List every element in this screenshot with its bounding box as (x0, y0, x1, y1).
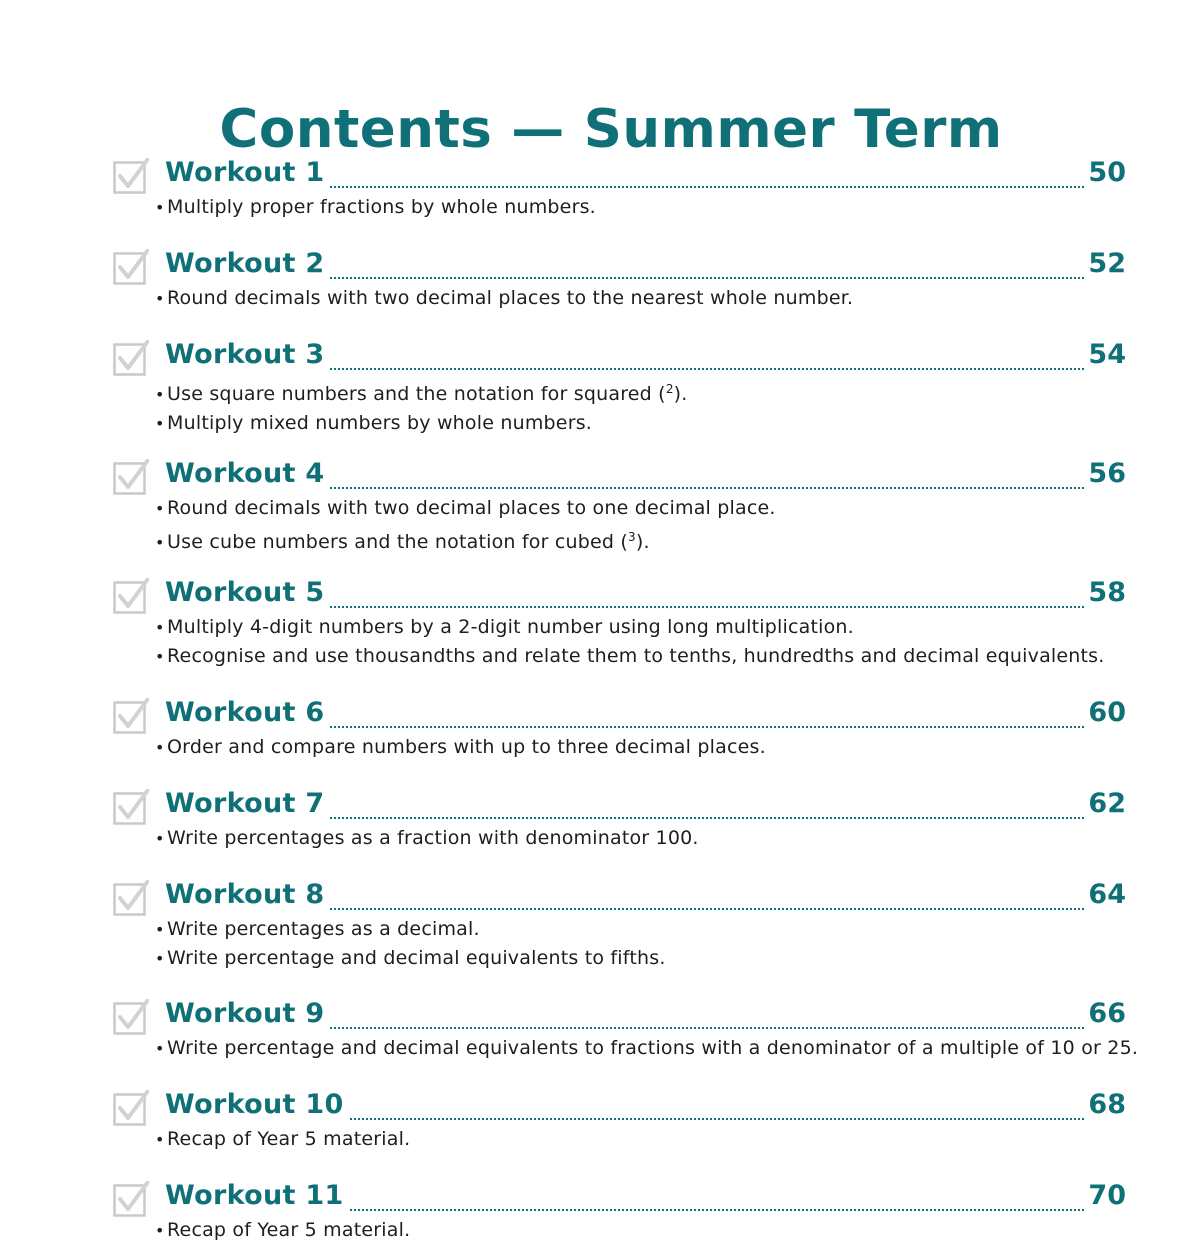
workout-title: Workout 5 (165, 577, 325, 608)
checkbox-tick-icon[interactable] (113, 158, 147, 192)
page-number: 58 (1088, 577, 1126, 608)
dot-leader (330, 904, 1084, 910)
checkbox-tick-icon[interactable] (113, 578, 147, 612)
checkbox-tick-icon[interactable] (113, 999, 147, 1033)
checkbox-tick-icon[interactable] (113, 1090, 147, 1124)
objective-item (155, 193, 596, 222)
checkbox-tick-icon[interactable] (113, 340, 147, 374)
dot-leader (350, 1205, 1085, 1211)
objective-item (155, 613, 1105, 642)
objective-text: ). (635, 531, 650, 553)
bullet: • (155, 289, 165, 308)
dot-leader (330, 602, 1084, 608)
page-number: 60 (1088, 697, 1126, 728)
workout-title: Workout 6 (165, 697, 325, 728)
workout-title: Workout 9 (165, 998, 325, 1029)
page-number: 50 (1088, 157, 1126, 188)
objective-list (155, 824, 699, 853)
objective-list (155, 193, 596, 222)
page-number: 70 (1088, 1180, 1126, 1211)
objective-text: Multiply 4-digit numbers by a 2-digit number using long multiplication. (167, 616, 854, 638)
toc-entry-heading[interactable] (165, 877, 1126, 913)
bullet: • (155, 1130, 165, 1149)
checkbox-tick-icon[interactable] (113, 880, 147, 914)
objective-list (155, 915, 666, 973)
objective-text: Round decimals with two decimal places to one decimal place. (167, 497, 776, 519)
bullet: • (155, 738, 165, 757)
bullet: • (155, 385, 165, 404)
page-title: Contents — Summer Term (219, 98, 1003, 160)
workout-title: Workout 11 (165, 1180, 344, 1211)
objective-item (155, 915, 666, 944)
bullet: • (155, 829, 165, 848)
objective-list (155, 733, 766, 762)
workout-title: Workout 1 (165, 157, 325, 188)
objective-text: Write percentages as a decimal. (167, 918, 480, 940)
toc-entry-heading[interactable] (165, 1087, 1126, 1123)
dot-leader (330, 813, 1084, 819)
checkbox-tick-icon[interactable] (113, 459, 147, 493)
objective-text: ). (673, 383, 688, 405)
bullet: • (155, 198, 165, 217)
objective-item (155, 1216, 410, 1245)
dot-leader (350, 1114, 1085, 1120)
objective-text: Recognise and use thousandths and relate them to tenths, hundredths and decimal equivalents. (167, 645, 1105, 667)
objective-item (155, 1034, 1138, 1063)
objective-text: Use cube numbers and the notation for cubed ( (167, 531, 629, 553)
bullet: • (155, 618, 165, 637)
bullet: • (155, 499, 165, 518)
objective-item (155, 284, 853, 313)
checkbox-tick-icon[interactable] (113, 789, 147, 823)
superscript: 3 (628, 530, 636, 544)
toc-entry-heading[interactable] (165, 155, 1126, 191)
objective-item (155, 733, 766, 762)
page-number: 66 (1088, 998, 1126, 1029)
objective-list (155, 1216, 410, 1245)
objective-text: Use square numbers and the notation for squared ( (167, 383, 666, 405)
objective-list (155, 613, 1105, 671)
bullet: • (155, 533, 165, 552)
objective-text: Recap of Year 5 material. (167, 1128, 411, 1150)
objective-text: Recap of Year 5 material. (167, 1219, 411, 1241)
objective-text: Multiply proper fractions by whole numbers. (167, 196, 596, 218)
objective-item (155, 494, 776, 523)
bullet: • (155, 1039, 165, 1058)
bullet: • (155, 920, 165, 939)
superscript: 2 (665, 382, 674, 396)
objective-list (155, 284, 853, 313)
workout-title: Workout 8 (165, 879, 325, 910)
objective-text: Round decimals with two decimal places to the nearest whole number. (167, 287, 854, 309)
objective-item (155, 1125, 410, 1154)
toc-entry-heading[interactable] (165, 337, 1126, 373)
workout-title: Workout 2 (165, 248, 325, 279)
objective-item (155, 642, 1105, 671)
bullet: • (155, 647, 165, 666)
bullet: • (155, 1221, 165, 1240)
dot-leader (330, 364, 1084, 370)
page-number: 56 (1088, 458, 1126, 489)
checkbox-tick-icon[interactable] (113, 249, 147, 283)
page-number: 52 (1088, 248, 1126, 279)
toc-entry-heading[interactable] (165, 786, 1126, 822)
objective-item (155, 375, 688, 409)
checkbox-tick-icon[interactable] (113, 1181, 147, 1215)
page-number: 62 (1088, 788, 1126, 819)
dot-leader (330, 1023, 1084, 1029)
objective-list (155, 1034, 1138, 1063)
objective-item (155, 944, 666, 973)
page-number: 64 (1088, 879, 1126, 910)
objective-list (155, 494, 776, 557)
toc-entry-heading[interactable] (165, 1178, 1126, 1214)
bullet: • (155, 414, 165, 433)
objective-list (155, 375, 688, 438)
dot-leader (330, 182, 1084, 188)
workout-title: Workout 7 (165, 788, 325, 819)
objective-text: Multiply mixed numbers by whole numbers. (167, 412, 593, 434)
objective-text: Write percentages as a fraction with denominator 100. (167, 827, 699, 849)
page-number: 68 (1088, 1089, 1126, 1120)
workout-title: Workout 10 (165, 1089, 344, 1120)
dot-leader (330, 722, 1084, 728)
toc-entry-heading[interactable] (165, 695, 1126, 731)
workout-title: Workout 3 (165, 339, 325, 370)
workout-title: Workout 4 (165, 458, 325, 489)
objective-item (155, 409, 688, 438)
dot-leader (330, 483, 1084, 489)
toc-entry-heading[interactable] (165, 456, 1126, 492)
toc-entry-heading[interactable] (165, 996, 1126, 1032)
dot-leader (330, 273, 1084, 279)
toc-entry-heading[interactable] (165, 575, 1126, 611)
objective-item (155, 824, 699, 853)
objective-text: Order and compare numbers with up to three decimal places. (167, 736, 766, 758)
bullet: • (155, 949, 165, 968)
objective-text: Write percentage and decimal equivalents to fractions with a denominator of a multiple of 10 or 25. (167, 1037, 1139, 1059)
page-number: 54 (1088, 339, 1126, 370)
objective-text: Write percentage and decimal equivalents to fifths. (167, 947, 666, 969)
checkbox-tick-icon[interactable] (113, 698, 147, 732)
objective-item (155, 523, 776, 557)
toc-entry-heading[interactable] (165, 246, 1126, 282)
objective-list (155, 1125, 410, 1154)
